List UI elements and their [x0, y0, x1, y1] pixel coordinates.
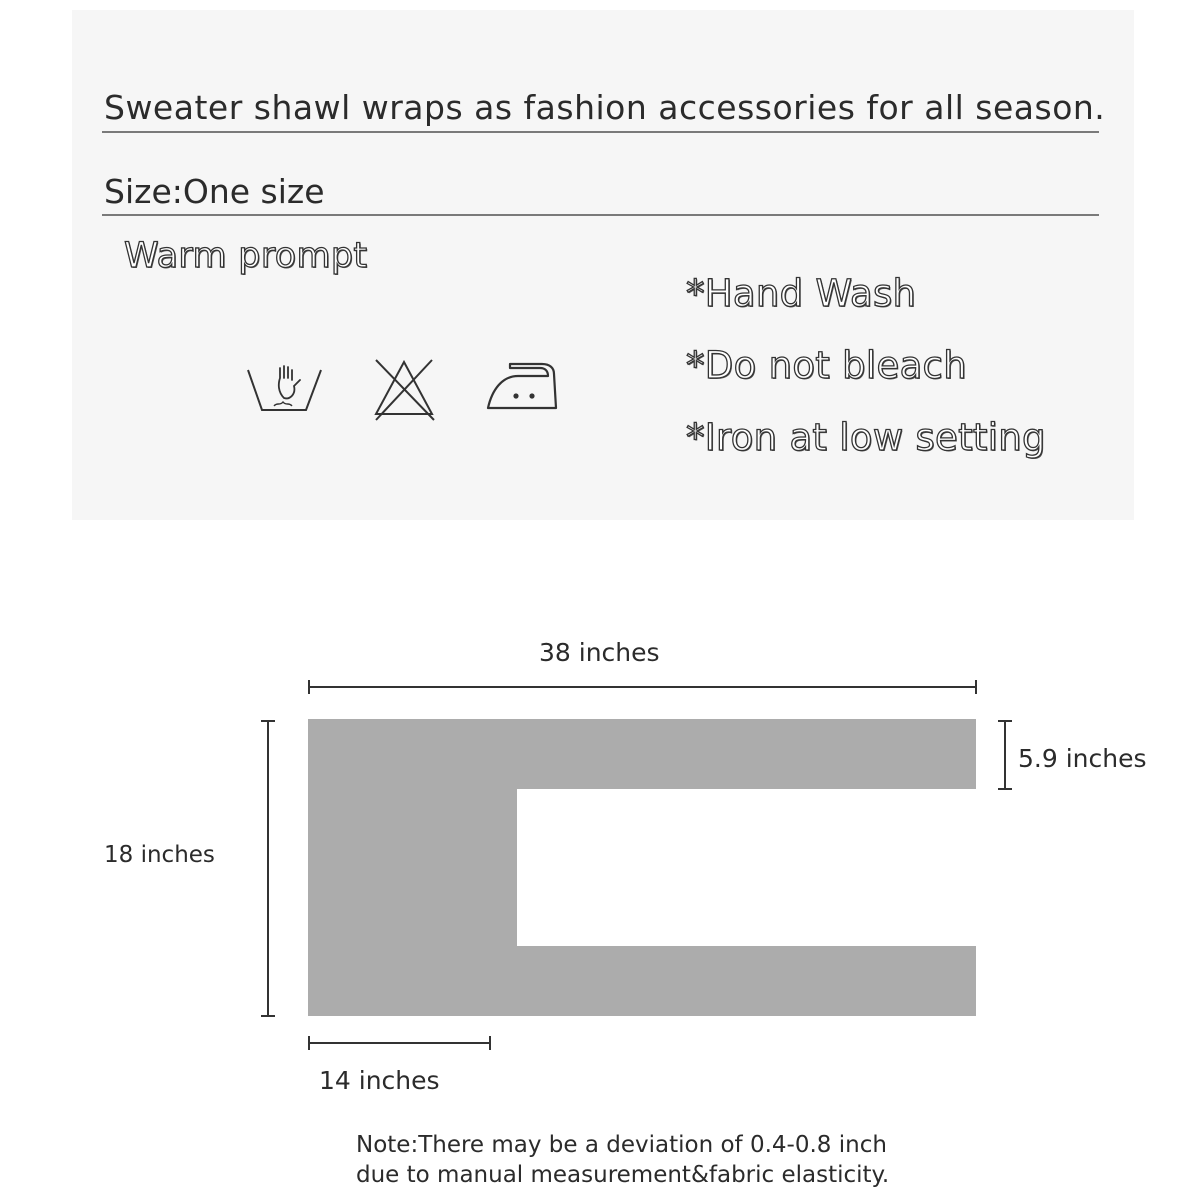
product-headline: Sweater shawl wraps as fashion accessories for all season. [104, 88, 1106, 127]
care-instruction-no-bleach: *Do not bleach [686, 344, 967, 387]
note-line-2: due to manual measurement&fabric elasticity. [356, 1162, 890, 1188]
size-info: Size:One size [104, 172, 325, 211]
warm-prompt-title: Warm prompt [124, 236, 368, 276]
width-dimension-line [309, 680, 976, 694]
strip-height-label: 5.9 inches [1018, 744, 1147, 773]
care-instruction-hand-wash: *Hand Wash [686, 272, 917, 315]
note-line-1: Note:There may be a deviation of 0.4-0.8 inch [356, 1132, 887, 1158]
care-instruction-iron-low: *Iron at low setting [686, 416, 1046, 459]
strip-height-dimension-line [998, 721, 1012, 789]
shawl-shape [308, 719, 976, 1016]
measurement-note [356, 1130, 889, 1190]
base-width-dimension-line [309, 1036, 490, 1050]
base-width-label: 14 inches [319, 1066, 440, 1095]
height-dimension-line [261, 721, 275, 1016]
width-label: 38 inches [539, 638, 660, 667]
height-label: 18 inches [104, 842, 215, 868]
